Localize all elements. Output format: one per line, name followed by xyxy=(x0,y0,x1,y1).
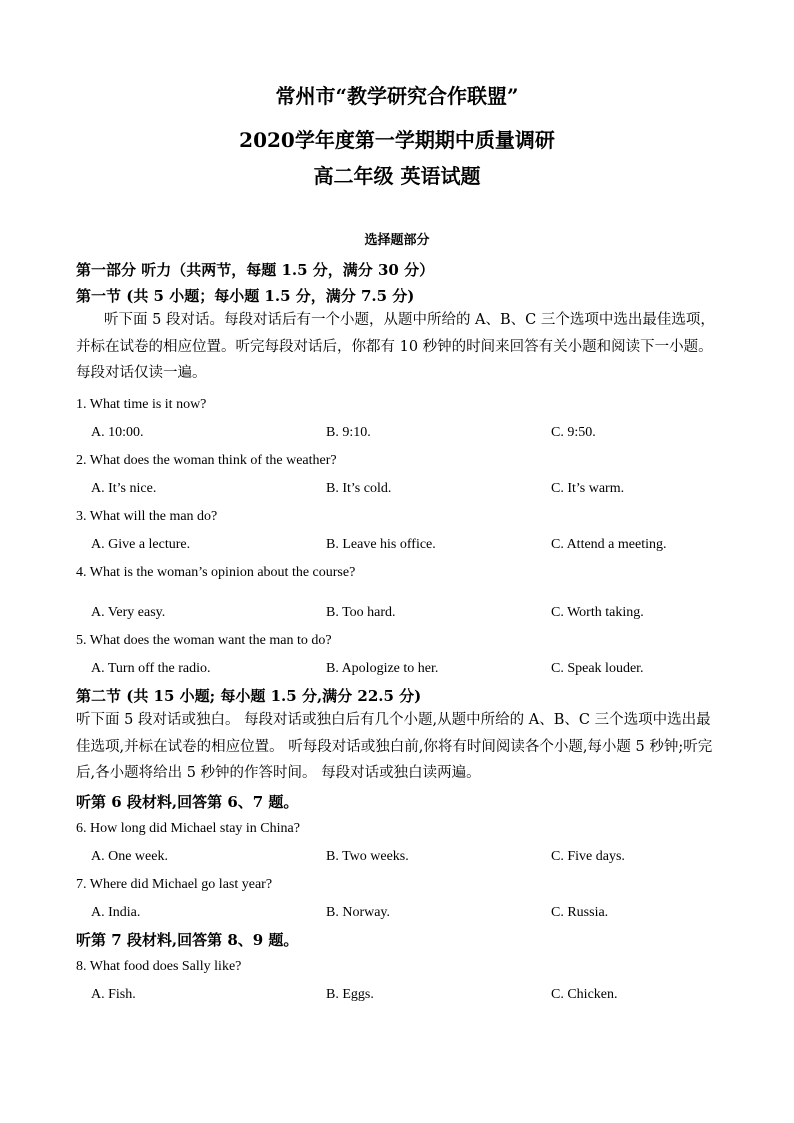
material6-heading: 听第 6 段材料,回答第 6、7 题。 xyxy=(76,793,299,811)
question-stem: 7. Where did Michael go last year? xyxy=(76,877,273,892)
section2-heading: 第二节 (共 15 小题; 每小题 1.5 分,满分 22.5 分) xyxy=(76,687,422,705)
question-stem: 1. What time is it now? xyxy=(76,397,207,412)
option-a: A. 10:00. xyxy=(91,425,144,440)
option-c: C. Five days. xyxy=(551,849,625,864)
title-line-1: 常州市“教学研究合作联盟” xyxy=(275,84,519,108)
option-b: B. Two weeks. xyxy=(326,849,409,864)
option-c: C. Worth taking. xyxy=(551,605,644,620)
part1-heading: 第一部分 听力（共两节，每题 1.5 分，满分 30 分） xyxy=(76,261,435,279)
option-a: A. Give a lecture. xyxy=(91,537,191,552)
section1-heading: 第一节 (共 5 小题；每小题 1.5 分，满分 7.5 分) xyxy=(76,287,415,305)
option-a: A. It’s nice. xyxy=(91,481,157,496)
option-a: A. Fish. xyxy=(91,987,136,1002)
option-b: B. Eggs. xyxy=(326,987,374,1002)
section-label: 选择题部分 xyxy=(364,233,430,248)
question-stem: 2. What does the woman think of the weather? xyxy=(76,453,337,468)
option-a: A. Very easy. xyxy=(91,605,166,620)
option-c: C. 9:50. xyxy=(551,425,596,440)
option-c: C. It’s warm. xyxy=(551,481,625,496)
question-stem: 3. What will the man do? xyxy=(76,509,218,524)
option-c: C. Speak louder. xyxy=(551,661,644,676)
option-b: B. Too hard. xyxy=(326,605,396,620)
option-b: B. 9:10. xyxy=(326,425,371,440)
section2-instructions: 听下面 5 段对话或独白。 每段对话或独白后有几个小题,从题中所给的 A、B、C 三个选项中选出最佳选项,并标在试卷的相应位置。 听每段对话或独白前,你将有时间阅读各个小题,每小题 5 秒钟;听完后,各小题将给出 5 秒钟的作答时间。 每段对话或独白读两遍。 xyxy=(76,712,713,781)
title-line-2: 2020学年度第一学期期中质量调研 xyxy=(239,128,555,152)
option-b: B. Leave his office. xyxy=(326,537,436,552)
title-line-3: 高二年级 英语试题 xyxy=(313,164,481,188)
option-a: A. One week. xyxy=(91,849,168,864)
option-a: A. Turn off the radio. xyxy=(91,661,211,676)
question-stem: 5. What does the woman want the man to do? xyxy=(76,633,332,648)
option-b: B. It’s cold. xyxy=(326,481,392,496)
section1-instructions: 听下面 5 段对话。每段对话后有一个小题，从题中所给的 A、B、C 三个选项中选出最佳选项，并标在试卷的相应位置。听完每段对话后，你都有 10 秒钟的时间来回答有关小题和阅读下一小题。每段对话仅读一遍。 xyxy=(76,312,715,381)
option-b: B. Norway. xyxy=(326,905,391,920)
option-c: C. Chicken. xyxy=(551,987,618,1002)
option-a: A. India. xyxy=(91,905,141,920)
question-stem: 6. How long did Michael stay in China? xyxy=(76,821,300,836)
question-stem: 4. What is the woman’s opinion about the course? xyxy=(76,565,356,580)
option-c: C. Attend a meeting. xyxy=(551,537,667,552)
option-c: C. Russia. xyxy=(551,905,609,920)
question-stem: 8. What food does Sally like? xyxy=(76,959,242,974)
material7-heading: 听第 7 段材料,回答第 8、9 题。 xyxy=(76,931,299,949)
option-b: B. Apologize to her. xyxy=(326,661,439,676)
